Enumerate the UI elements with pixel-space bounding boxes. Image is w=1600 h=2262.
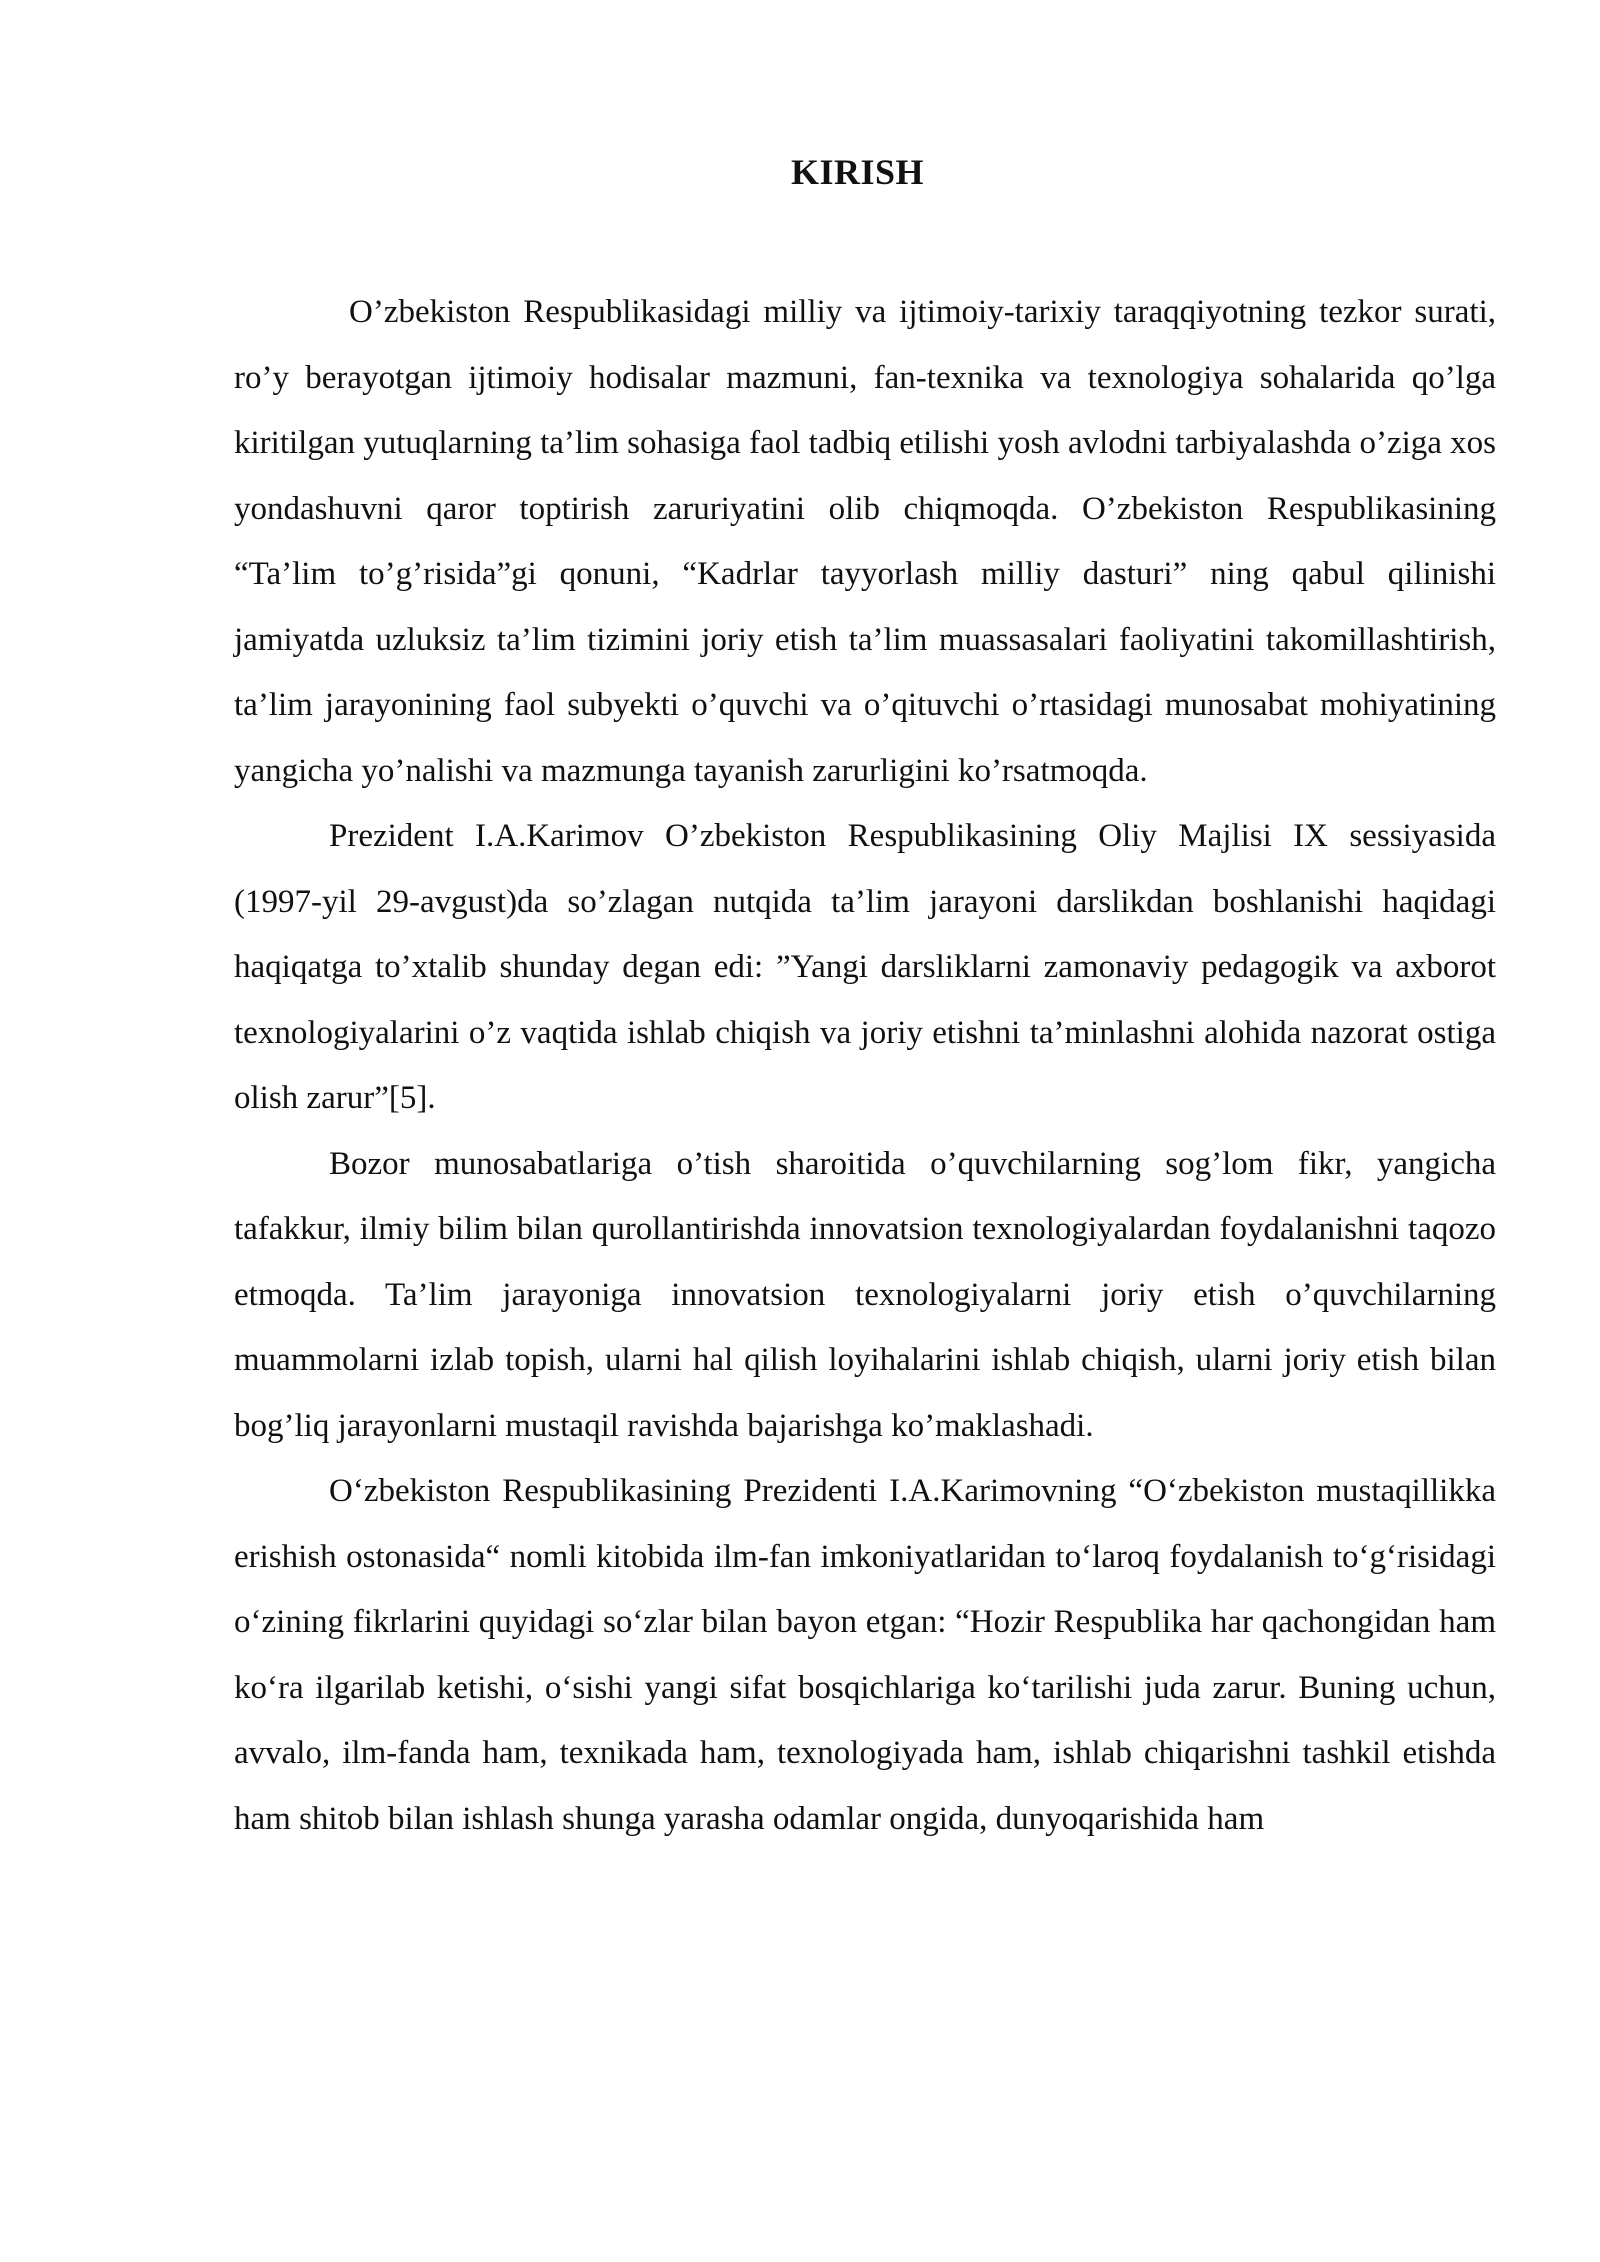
paragraph-2: Prezident I.A.Karimov O’zbekiston Respublikasining Oliy Majlisi IX sessiyasida (1997-yil 29-avgust)da so’zlagan nutqida ta’lim jarayoni darslikdan boshlanishi haqidagi haqiqatga to’xtalib shunday degan edi: ”Yangi darsliklarni zamonaviy pedagogik va axborot texnologiyalarini o’z vaqtida ishlab chiqish va joriy etishni ta’minlashni alohida nazorat ostiga olish zarur”[5]. xyxy=(234,818,1496,1116)
paragraph-4: O‘zbekiston Respublikasining Prezidenti I.A.Karimovning “O‘zbekiston mustaqillikka erishish ostonasida“ nomli kitobida ilm-fan imkoniyatlaridan to‘laroq foydalanish to‘g‘risidagi o‘zining fikrlarini quyidagi so‘zlar bilan bayon etgan: “Hozir Respublika har qachongidan ham ko‘ra ilgarilab ketishi, o‘sishi yangi sifat bosqichlariga ko‘tarilishi juda zarur. Buning uchun, avvalo, ilm-fanda ham, texnikada ham, texnologiyada ham, ishlab chiqarishni tashkil etishda ham shitob bilan ishlash shunga yarasha odamlar ongida, dunyoqarishida ham xyxy=(234,1473,1496,1837)
page-title: KIRISH xyxy=(790,152,925,192)
paragraph-3: Bozor munosabatlariga o’tish sharoitida o’quvchilarning sog’lom fikr, yangicha tafakkur, ilmiy bilim bilan qurollantirishda innovatsion texnologiyalardan foydalanishni taqozo etmoqda. Ta’lim jarayoniga innovatsion texnologiyalarni joriy etish o’quvchilarning muammolarni izlab topish, ularni hal qilish loyihalarini ishlab chiqish, ularni joriy etish bilan bog’liq jarayonlarni mustaqil ravishda bajarishga ko’maklashadi. xyxy=(234,1145,1496,1444)
document-body xyxy=(234,280,1496,1852)
paragraph-1: O’zbekiston Respublikasidagi milliy va ijtimoiy-tarixiy taraqqiyotning tezkor surati, ro’y berayotgan ijtimoiy hodisalar mazmuni, fan-texnika va texnologiya sohalarida qo’lga kiritilgan yutuqlarning ta’lim sohasiga faol tadbiq etilishi yosh avlodni tarbiyalashda o’ziga xos yondashuvni qaror toptirish zaruriyatini olib chiqmoqda. O’zbekiston Respublikasining “Ta’lim to’g’risida”gi qonuni, “Kadrlar tayyorlash milliy dasturi” ning qabul qilinishi jamiyatda uzluksiz ta’lim tizimini joriy etish ta’lim muassasalari faoliyatini takomillashtirish, ta’lim jarayonining faol subyekti o’quvchi va o’qituvchi o’rtasidagi munosabat mohiyatining yangicha yo’nalishi va mazmunga tayanish zarurligini ko’rsatmoqda. xyxy=(234,294,1496,789)
